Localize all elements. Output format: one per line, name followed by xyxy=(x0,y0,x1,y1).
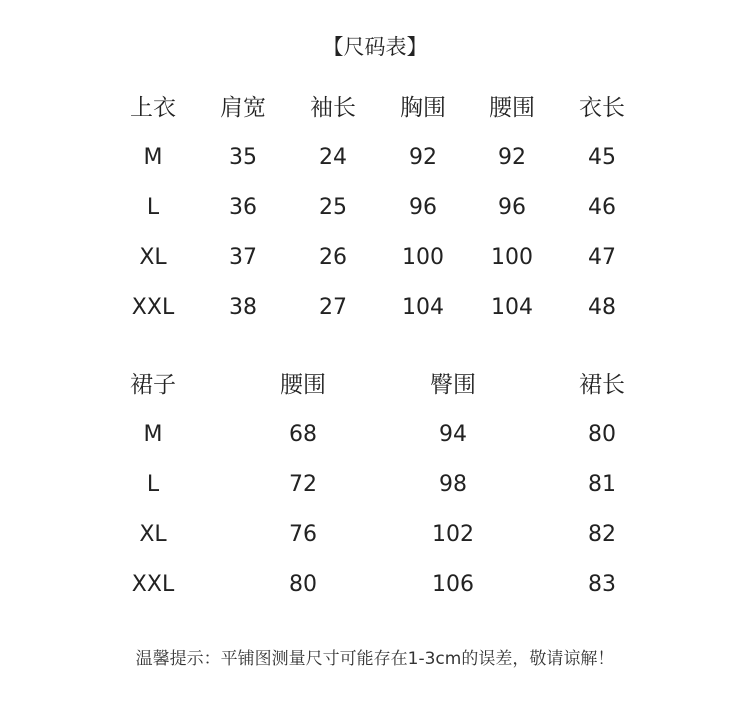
table-cell: 100 xyxy=(402,245,444,270)
table-row xyxy=(0,460,750,510)
table-cell: 48 xyxy=(588,295,616,320)
table-row xyxy=(0,510,750,560)
skirt-size-table xyxy=(0,360,750,610)
table-cell: 37 xyxy=(229,245,257,270)
table-row xyxy=(0,133,750,183)
top-header-waist: 腰围 xyxy=(489,95,535,121)
table-cell: 104 xyxy=(402,295,444,320)
skirt-header-waist: 腰围 xyxy=(280,372,326,398)
table-row xyxy=(0,183,750,233)
skirt-table-header-row xyxy=(0,360,750,410)
top-header-category: 上衣 xyxy=(130,95,176,121)
table-cell: 92 xyxy=(409,145,437,170)
table-row xyxy=(0,283,750,333)
table-row xyxy=(0,560,750,610)
table-cell: 38 xyxy=(229,295,257,320)
table-cell: 25 xyxy=(319,195,347,220)
table-cell: 36 xyxy=(229,195,257,220)
size-label: M xyxy=(143,422,163,447)
size-label: XL xyxy=(139,522,167,547)
top-header-length: 衣长 xyxy=(579,95,625,121)
table-cell: 35 xyxy=(229,145,257,170)
table-cell: 96 xyxy=(498,195,526,220)
top-header-sleeve: 袖长 xyxy=(310,95,356,121)
table-cell: 80 xyxy=(289,572,317,597)
table-cell: 100 xyxy=(491,245,533,270)
table-cell: 72 xyxy=(289,472,317,497)
table-cell: 94 xyxy=(439,422,467,447)
table-cell: 104 xyxy=(491,295,533,320)
table-row xyxy=(0,233,750,283)
size-label: M xyxy=(143,145,163,170)
size-label: L xyxy=(146,472,160,497)
skirt-header-hip: 臀围 xyxy=(430,372,476,398)
table-cell: 26 xyxy=(319,245,347,270)
top-header-bust: 胸围 xyxy=(400,95,446,121)
table-cell: 98 xyxy=(439,472,467,497)
measurement-note: 温馨提示：平铺图测量尺寸可能存在1-3cm的误差，敬请谅解！ xyxy=(135,649,615,669)
table-cell: 24 xyxy=(319,145,347,170)
size-label: XXL xyxy=(131,295,175,320)
table-cell: 46 xyxy=(588,195,616,220)
table-cell: 27 xyxy=(319,295,347,320)
skirt-header-length: 裙长 xyxy=(579,372,625,398)
size-label: L xyxy=(146,195,160,220)
table-cell: 68 xyxy=(289,422,317,447)
table-cell: 81 xyxy=(588,472,616,497)
table-cell: 47 xyxy=(588,245,616,270)
size-label: XXL xyxy=(131,572,175,597)
top-header-shoulder: 肩宽 xyxy=(220,95,266,121)
top-size-table xyxy=(0,83,750,333)
size-chart-title: 【尺码表】 xyxy=(322,35,428,59)
table-cell: 92 xyxy=(498,145,526,170)
table-cell: 102 xyxy=(432,522,474,547)
table-cell: 106 xyxy=(432,572,474,597)
skirt-header-category: 裙子 xyxy=(130,372,176,398)
table-cell: 45 xyxy=(588,145,616,170)
table-cell: 76 xyxy=(289,522,317,547)
table-cell: 83 xyxy=(588,572,616,597)
table-cell: 96 xyxy=(409,195,437,220)
top-table-header-row xyxy=(0,83,750,133)
size-label: XL xyxy=(139,245,167,270)
table-row xyxy=(0,410,750,460)
table-cell: 80 xyxy=(588,422,616,447)
table-cell: 82 xyxy=(588,522,616,547)
